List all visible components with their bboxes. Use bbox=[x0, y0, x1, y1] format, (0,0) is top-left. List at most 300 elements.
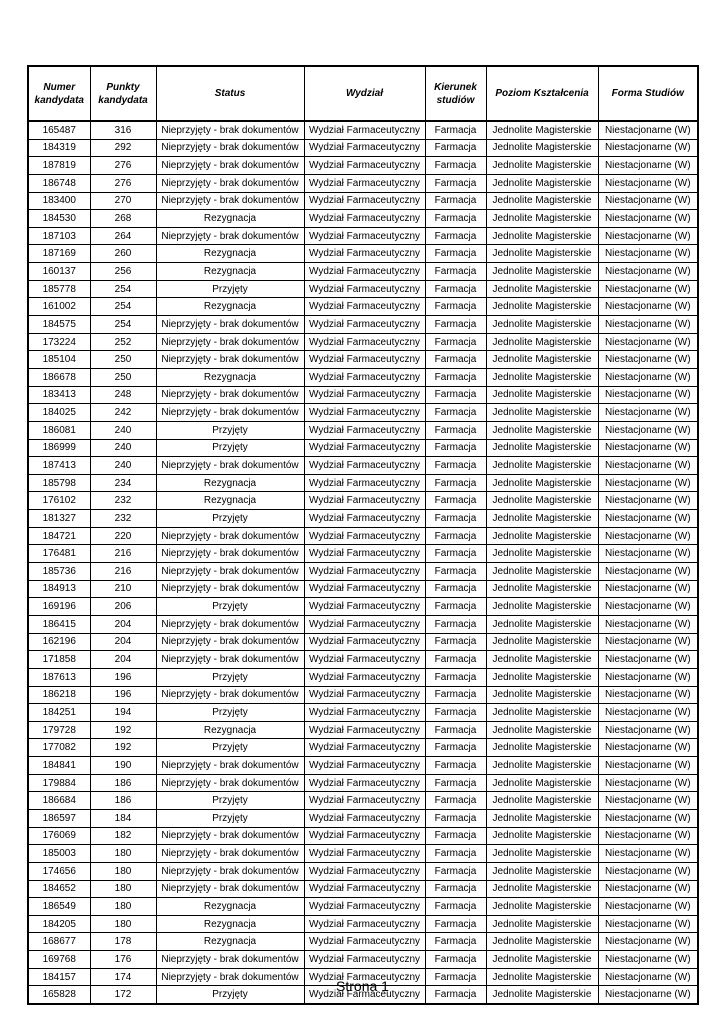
cell-study-form: Niestacjonarne (W) bbox=[598, 704, 698, 722]
cell-candidate-points: 276 bbox=[90, 174, 156, 192]
cell-candidate-number: 185104 bbox=[28, 351, 90, 369]
cell-faculty: Wydział Farmaceutyczny bbox=[304, 757, 425, 775]
header-study-form: Forma Studiów bbox=[598, 66, 698, 121]
cell-education-level: Jednolite Magisterskie bbox=[486, 615, 598, 633]
cell-status: Nieprzyjęty - brak dokumentów bbox=[156, 545, 304, 563]
cell-status: Nieprzyjęty - brak dokumentów bbox=[156, 227, 304, 245]
cell-study-form: Niestacjonarne (W) bbox=[598, 933, 698, 951]
cell-study-form: Niestacjonarne (W) bbox=[598, 986, 698, 1004]
cell-status: Przyjęty bbox=[156, 668, 304, 686]
cell-status: Przyjęty bbox=[156, 421, 304, 439]
table-row bbox=[28, 792, 698, 810]
cell-study-form: Niestacjonarne (W) bbox=[598, 210, 698, 228]
cell-candidate-number: 187819 bbox=[28, 157, 90, 175]
cell-field-of-study: Farmacja bbox=[425, 898, 486, 916]
cell-candidate-points: 254 bbox=[90, 298, 156, 316]
cell-education-level: Jednolite Magisterskie bbox=[486, 880, 598, 898]
cell-education-level: Jednolite Magisterskie bbox=[486, 845, 598, 863]
cell-study-form: Niestacjonarne (W) bbox=[598, 227, 698, 245]
cell-status: Nieprzyjęty - brak dokumentów bbox=[156, 316, 304, 334]
cell-field-of-study: Farmacja bbox=[425, 121, 486, 139]
cell-status: Nieprzyjęty - brak dokumentów bbox=[156, 774, 304, 792]
header-status: Status bbox=[156, 66, 304, 121]
cell-faculty: Wydział Farmaceutyczny bbox=[304, 845, 425, 863]
cell-candidate-number: 169768 bbox=[28, 951, 90, 969]
cell-status: Nieprzyjęty - brak dokumentów bbox=[156, 845, 304, 863]
cell-candidate-points: 276 bbox=[90, 157, 156, 175]
cell-education-level: Jednolite Magisterskie bbox=[486, 792, 598, 810]
cell-faculty: Wydział Farmaceutyczny bbox=[304, 404, 425, 422]
cell-candidate-number: 168677 bbox=[28, 933, 90, 951]
cell-education-level: Jednolite Magisterskie bbox=[486, 121, 598, 139]
cell-candidate-number: 184025 bbox=[28, 404, 90, 422]
cell-candidate-number: 179884 bbox=[28, 774, 90, 792]
cell-study-form: Niestacjonarne (W) bbox=[598, 316, 698, 334]
cell-field-of-study: Farmacja bbox=[425, 792, 486, 810]
cell-study-form: Niestacjonarne (W) bbox=[598, 915, 698, 933]
cell-faculty: Wydział Farmaceutyczny bbox=[304, 880, 425, 898]
table-row bbox=[28, 845, 698, 863]
cell-candidate-number: 176102 bbox=[28, 492, 90, 510]
cell-candidate-points: 180 bbox=[90, 880, 156, 898]
cell-education-level: Jednolite Magisterskie bbox=[486, 421, 598, 439]
cell-candidate-number: 169196 bbox=[28, 598, 90, 616]
table-row bbox=[28, 439, 698, 457]
cell-study-form: Niestacjonarne (W) bbox=[598, 774, 698, 792]
cell-faculty: Wydział Farmaceutyczny bbox=[304, 598, 425, 616]
cell-field-of-study: Farmacja bbox=[425, 615, 486, 633]
table-row bbox=[28, 227, 698, 245]
cell-candidate-number: 165828 bbox=[28, 986, 90, 1004]
table-row bbox=[28, 951, 698, 969]
table-row bbox=[28, 563, 698, 581]
cell-status: Nieprzyjęty - brak dokumentów bbox=[156, 827, 304, 845]
cell-faculty: Wydział Farmaceutyczny bbox=[304, 898, 425, 916]
table-row bbox=[28, 615, 698, 633]
table-body bbox=[28, 121, 698, 1004]
cell-study-form: Niestacjonarne (W) bbox=[598, 951, 698, 969]
cell-field-of-study: Farmacja bbox=[425, 139, 486, 157]
cell-candidate-points: 196 bbox=[90, 686, 156, 704]
cell-field-of-study: Farmacja bbox=[425, 210, 486, 228]
cell-faculty: Wydział Farmaceutyczny bbox=[304, 474, 425, 492]
table-row bbox=[28, 298, 698, 316]
cell-field-of-study: Farmacja bbox=[425, 492, 486, 510]
cell-field-of-study: Farmacja bbox=[425, 563, 486, 581]
cell-faculty: Wydział Farmaceutyczny bbox=[304, 298, 425, 316]
table-row bbox=[28, 210, 698, 228]
cell-education-level: Jednolite Magisterskie bbox=[486, 563, 598, 581]
cell-faculty: Wydział Farmaceutyczny bbox=[304, 933, 425, 951]
cell-status: Nieprzyjęty - brak dokumentów bbox=[156, 333, 304, 351]
cell-candidate-points: 292 bbox=[90, 139, 156, 157]
cell-candidate-number: 173224 bbox=[28, 333, 90, 351]
cell-faculty: Wydział Farmaceutyczny bbox=[304, 192, 425, 210]
cell-faculty: Wydział Farmaceutyczny bbox=[304, 245, 425, 263]
cell-education-level: Jednolite Magisterskie bbox=[486, 951, 598, 969]
cell-education-level: Jednolite Magisterskie bbox=[486, 686, 598, 704]
cell-field-of-study: Farmacja bbox=[425, 862, 486, 880]
cell-candidate-number: 186999 bbox=[28, 439, 90, 457]
cell-study-form: Niestacjonarne (W) bbox=[598, 968, 698, 986]
cell-status: Przyjęty bbox=[156, 598, 304, 616]
cell-status: Nieprzyjęty - brak dokumentów bbox=[156, 351, 304, 369]
cell-candidate-number: 181327 bbox=[28, 510, 90, 528]
cell-candidate-number: 184841 bbox=[28, 757, 90, 775]
cell-field-of-study: Farmacja bbox=[425, 580, 486, 598]
cell-education-level: Jednolite Magisterskie bbox=[486, 474, 598, 492]
table-row bbox=[28, 580, 698, 598]
cell-field-of-study: Farmacja bbox=[425, 933, 486, 951]
table-row bbox=[28, 157, 698, 175]
cell-candidate-points: 186 bbox=[90, 792, 156, 810]
cell-status: Rezygnacja bbox=[156, 298, 304, 316]
cell-candidate-number: 162196 bbox=[28, 633, 90, 651]
cell-field-of-study: Farmacja bbox=[425, 263, 486, 281]
cell-field-of-study: Farmacja bbox=[425, 668, 486, 686]
cell-faculty: Wydział Farmaceutyczny bbox=[304, 774, 425, 792]
cell-faculty: Wydział Farmaceutyczny bbox=[304, 121, 425, 139]
table-row bbox=[28, 386, 698, 404]
cell-education-level: Jednolite Magisterskie bbox=[486, 492, 598, 510]
cell-candidate-points: 264 bbox=[90, 227, 156, 245]
cell-status: Nieprzyjęty - brak dokumentów bbox=[156, 651, 304, 669]
cell-education-level: Jednolite Magisterskie bbox=[486, 898, 598, 916]
cell-candidate-points: 192 bbox=[90, 739, 156, 757]
cell-education-level: Jednolite Magisterskie bbox=[486, 227, 598, 245]
cell-candidate-number: 185003 bbox=[28, 845, 90, 863]
cell-candidate-number: 187613 bbox=[28, 668, 90, 686]
cell-study-form: Niestacjonarne (W) bbox=[598, 439, 698, 457]
cell-faculty: Wydział Farmaceutyczny bbox=[304, 651, 425, 669]
cell-field-of-study: Farmacja bbox=[425, 174, 486, 192]
cell-candidate-points: 186 bbox=[90, 774, 156, 792]
cell-faculty: Wydział Farmaceutyczny bbox=[304, 174, 425, 192]
cell-study-form: Niestacjonarne (W) bbox=[598, 333, 698, 351]
cell-candidate-points: 192 bbox=[90, 721, 156, 739]
cell-field-of-study: Farmacja bbox=[425, 298, 486, 316]
cell-status: Nieprzyjęty - brak dokumentów bbox=[156, 157, 304, 175]
cell-study-form: Niestacjonarne (W) bbox=[598, 633, 698, 651]
cell-field-of-study: Farmacja bbox=[425, 421, 486, 439]
cell-study-form: Niestacjonarne (W) bbox=[598, 598, 698, 616]
cell-education-level: Jednolite Magisterskie bbox=[486, 968, 598, 986]
cell-status: Rezygnacja bbox=[156, 368, 304, 386]
cell-study-form: Niestacjonarne (W) bbox=[598, 757, 698, 775]
cell-field-of-study: Farmacja bbox=[425, 316, 486, 334]
header-candidate-number: Numer kandydata bbox=[28, 66, 90, 121]
cell-faculty: Wydział Farmaceutyczny bbox=[304, 368, 425, 386]
cell-field-of-study: Farmacja bbox=[425, 951, 486, 969]
cell-candidate-number: 185778 bbox=[28, 280, 90, 298]
header-faculty: Wydział bbox=[304, 66, 425, 121]
table-row bbox=[28, 245, 698, 263]
table-row bbox=[28, 704, 698, 722]
cell-status: Nieprzyjęty - brak dokumentów bbox=[156, 951, 304, 969]
cell-education-level: Jednolite Magisterskie bbox=[486, 192, 598, 210]
table-row bbox=[28, 192, 698, 210]
cell-status: Przyjęty bbox=[156, 792, 304, 810]
table-row bbox=[28, 933, 698, 951]
cell-education-level: Jednolite Magisterskie bbox=[486, 809, 598, 827]
cell-candidate-points: 204 bbox=[90, 633, 156, 651]
cell-status: Przyjęty bbox=[156, 739, 304, 757]
table-row bbox=[28, 139, 698, 157]
cell-study-form: Niestacjonarne (W) bbox=[598, 474, 698, 492]
cell-candidate-points: 180 bbox=[90, 915, 156, 933]
cell-education-level: Jednolite Magisterskie bbox=[486, 139, 598, 157]
cell-study-form: Niestacjonarne (W) bbox=[598, 139, 698, 157]
cell-status: Nieprzyjęty - brak dokumentów bbox=[156, 580, 304, 598]
cell-candidate-number: 186684 bbox=[28, 792, 90, 810]
table-row bbox=[28, 880, 698, 898]
cell-candidate-number: 176069 bbox=[28, 827, 90, 845]
cell-status: Nieprzyjęty - brak dokumentów bbox=[156, 686, 304, 704]
cell-faculty: Wydział Farmaceutyczny bbox=[304, 457, 425, 475]
cell-candidate-points: 256 bbox=[90, 263, 156, 281]
cell-candidate-number: 184251 bbox=[28, 704, 90, 722]
cell-field-of-study: Farmacja bbox=[425, 280, 486, 298]
cell-status: Rezygnacja bbox=[156, 263, 304, 281]
cell-field-of-study: Farmacja bbox=[425, 245, 486, 263]
page-number: Strona 1 bbox=[336, 978, 389, 994]
cell-education-level: Jednolite Magisterskie bbox=[486, 580, 598, 598]
cell-status: Nieprzyjęty - brak dokumentów bbox=[156, 880, 304, 898]
cell-study-form: Niestacjonarne (W) bbox=[598, 527, 698, 545]
table-row bbox=[28, 263, 698, 281]
cell-education-level: Jednolite Magisterskie bbox=[486, 404, 598, 422]
cell-education-level: Jednolite Magisterskie bbox=[486, 527, 598, 545]
table-row bbox=[28, 809, 698, 827]
table-row bbox=[28, 421, 698, 439]
cell-field-of-study: Farmacja bbox=[425, 227, 486, 245]
table-row bbox=[28, 527, 698, 545]
table-row bbox=[28, 333, 698, 351]
table-row bbox=[28, 668, 698, 686]
cell-candidate-points: 260 bbox=[90, 245, 156, 263]
table-row bbox=[28, 774, 698, 792]
cell-faculty: Wydział Farmaceutyczny bbox=[304, 968, 425, 986]
table-row bbox=[28, 351, 698, 369]
cell-candidate-points: 254 bbox=[90, 316, 156, 334]
cell-candidate-number: 186218 bbox=[28, 686, 90, 704]
cell-faculty: Wydział Farmaceutyczny bbox=[304, 739, 425, 757]
cell-candidate-number: 160137 bbox=[28, 263, 90, 281]
cell-candidate-number: 186081 bbox=[28, 421, 90, 439]
cell-candidate-number: 187169 bbox=[28, 245, 90, 263]
cell-education-level: Jednolite Magisterskie bbox=[486, 862, 598, 880]
cell-candidate-number: 186597 bbox=[28, 809, 90, 827]
cell-status: Rezygnacja bbox=[156, 474, 304, 492]
cell-candidate-points: 216 bbox=[90, 545, 156, 563]
cell-candidate-points: 180 bbox=[90, 862, 156, 880]
cell-faculty: Wydział Farmaceutyczny bbox=[304, 333, 425, 351]
cell-study-form: Niestacjonarne (W) bbox=[598, 457, 698, 475]
cell-status: Nieprzyjęty - brak dokumentów bbox=[156, 192, 304, 210]
cell-candidate-number: 183413 bbox=[28, 386, 90, 404]
cell-candidate-number: 184913 bbox=[28, 580, 90, 598]
cell-education-level: Jednolite Magisterskie bbox=[486, 986, 598, 1004]
cell-study-form: Niestacjonarne (W) bbox=[598, 298, 698, 316]
cell-candidate-number: 185736 bbox=[28, 563, 90, 581]
cell-study-form: Niestacjonarne (W) bbox=[598, 404, 698, 422]
cell-candidate-number: 186678 bbox=[28, 368, 90, 386]
cell-candidate-points: 216 bbox=[90, 563, 156, 581]
cell-education-level: Jednolite Magisterskie bbox=[486, 739, 598, 757]
cell-field-of-study: Farmacja bbox=[425, 633, 486, 651]
cell-candidate-points: 254 bbox=[90, 280, 156, 298]
cell-study-form: Niestacjonarne (W) bbox=[598, 368, 698, 386]
candidates-table bbox=[27, 65, 699, 1005]
cell-candidate-points: 176 bbox=[90, 951, 156, 969]
table-row bbox=[28, 474, 698, 492]
cell-study-form: Niestacjonarne (W) bbox=[598, 245, 698, 263]
cell-education-level: Jednolite Magisterskie bbox=[486, 245, 598, 263]
cell-status: Nieprzyjęty - brak dokumentów bbox=[156, 139, 304, 157]
cell-education-level: Jednolite Magisterskie bbox=[486, 633, 598, 651]
cell-field-of-study: Farmacja bbox=[425, 757, 486, 775]
cell-candidate-number: 187413 bbox=[28, 457, 90, 475]
table-row bbox=[28, 121, 698, 139]
cell-candidate-points: 240 bbox=[90, 421, 156, 439]
cell-education-level: Jednolite Magisterskie bbox=[486, 439, 598, 457]
cell-candidate-points: 206 bbox=[90, 598, 156, 616]
cell-field-of-study: Farmacja bbox=[425, 968, 486, 986]
cell-faculty: Wydział Farmaceutyczny bbox=[304, 157, 425, 175]
cell-faculty: Wydział Farmaceutyczny bbox=[304, 580, 425, 598]
cell-candidate-number: 183400 bbox=[28, 192, 90, 210]
cell-faculty: Wydział Farmaceutyczny bbox=[304, 316, 425, 334]
cell-candidate-points: 252 bbox=[90, 333, 156, 351]
cell-status: Przyjęty bbox=[156, 704, 304, 722]
cell-status: Rezygnacja bbox=[156, 915, 304, 933]
cell-field-of-study: Farmacja bbox=[425, 457, 486, 475]
cell-faculty: Wydział Farmaceutyczny bbox=[304, 421, 425, 439]
cell-field-of-study: Farmacja bbox=[425, 827, 486, 845]
cell-education-level: Jednolite Magisterskie bbox=[486, 386, 598, 404]
cell-study-form: Niestacjonarne (W) bbox=[598, 510, 698, 528]
cell-education-level: Jednolite Magisterskie bbox=[486, 721, 598, 739]
table-row bbox=[28, 316, 698, 334]
cell-candidate-points: 220 bbox=[90, 527, 156, 545]
cell-status: Nieprzyjęty - brak dokumentów bbox=[156, 527, 304, 545]
cell-status: Rezygnacja bbox=[156, 933, 304, 951]
cell-education-level: Jednolite Magisterskie bbox=[486, 757, 598, 775]
cell-status: Nieprzyjęty - brak dokumentów bbox=[156, 615, 304, 633]
table-row bbox=[28, 721, 698, 739]
cell-candidate-points: 240 bbox=[90, 457, 156, 475]
cell-education-level: Jednolite Magisterskie bbox=[486, 351, 598, 369]
header-candidate-points: Punkty kandydata bbox=[90, 66, 156, 121]
cell-education-level: Jednolite Magisterskie bbox=[486, 280, 598, 298]
cell-study-form: Niestacjonarne (W) bbox=[598, 192, 698, 210]
cell-education-level: Jednolite Magisterskie bbox=[486, 174, 598, 192]
cell-candidate-points: 178 bbox=[90, 933, 156, 951]
cell-status: Rezygnacja bbox=[156, 245, 304, 263]
cell-study-form: Niestacjonarne (W) bbox=[598, 845, 698, 863]
cell-candidate-number: 171858 bbox=[28, 651, 90, 669]
cell-candidate-points: 242 bbox=[90, 404, 156, 422]
cell-field-of-study: Farmacja bbox=[425, 915, 486, 933]
cell-faculty: Wydział Farmaceutyczny bbox=[304, 386, 425, 404]
cell-study-form: Niestacjonarne (W) bbox=[598, 563, 698, 581]
cell-faculty: Wydział Farmaceutyczny bbox=[304, 809, 425, 827]
cell-field-of-study: Farmacja bbox=[425, 192, 486, 210]
cell-status: Rezygnacja bbox=[156, 898, 304, 916]
table-row bbox=[28, 686, 698, 704]
cell-field-of-study: Farmacja bbox=[425, 739, 486, 757]
cell-faculty: Wydział Farmaceutyczny bbox=[304, 792, 425, 810]
cell-faculty: Wydział Farmaceutyczny bbox=[304, 563, 425, 581]
cell-status: Nieprzyjęty - brak dokumentów bbox=[156, 563, 304, 581]
cell-candidate-points: 210 bbox=[90, 580, 156, 598]
cell-candidate-number: 184575 bbox=[28, 316, 90, 334]
cell-candidate-points: 268 bbox=[90, 210, 156, 228]
cell-study-form: Niestacjonarne (W) bbox=[598, 862, 698, 880]
cell-candidate-points: 232 bbox=[90, 510, 156, 528]
cell-status: Nieprzyjęty - brak dokumentów bbox=[156, 457, 304, 475]
cell-field-of-study: Farmacja bbox=[425, 368, 486, 386]
cell-field-of-study: Farmacja bbox=[425, 880, 486, 898]
cell-candidate-points: 190 bbox=[90, 757, 156, 775]
cell-faculty: Wydział Farmaceutyczny bbox=[304, 951, 425, 969]
cell-education-level: Jednolite Magisterskie bbox=[486, 457, 598, 475]
cell-field-of-study: Farmacja bbox=[425, 157, 486, 175]
cell-education-level: Jednolite Magisterskie bbox=[486, 298, 598, 316]
cell-study-form: Niestacjonarne (W) bbox=[598, 386, 698, 404]
cell-candidate-points: 232 bbox=[90, 492, 156, 510]
cell-candidate-number: 176481 bbox=[28, 545, 90, 563]
cell-study-form: Niestacjonarne (W) bbox=[598, 651, 698, 669]
cell-status: Przyjęty bbox=[156, 280, 304, 298]
cell-field-of-study: Farmacja bbox=[425, 386, 486, 404]
cell-study-form: Niestacjonarne (W) bbox=[598, 721, 698, 739]
cell-faculty: Wydział Farmaceutyczny bbox=[304, 721, 425, 739]
cell-field-of-study: Farmacja bbox=[425, 333, 486, 351]
cell-candidate-number: 186549 bbox=[28, 898, 90, 916]
cell-candidate-points: 172 bbox=[90, 986, 156, 1004]
cell-candidate-points: 204 bbox=[90, 615, 156, 633]
cell-study-form: Niestacjonarne (W) bbox=[598, 668, 698, 686]
cell-study-form: Niestacjonarne (W) bbox=[598, 792, 698, 810]
cell-faculty: Wydział Farmaceutyczny bbox=[304, 827, 425, 845]
cell-faculty: Wydział Farmaceutyczny bbox=[304, 439, 425, 457]
cell-field-of-study: Farmacja bbox=[425, 545, 486, 563]
cell-status: Przyjęty bbox=[156, 510, 304, 528]
cell-candidate-points: 196 bbox=[90, 668, 156, 686]
header-field-of-study: Kierunek studiów bbox=[425, 66, 486, 121]
cell-study-form: Niestacjonarne (W) bbox=[598, 739, 698, 757]
cell-study-form: Niestacjonarne (W) bbox=[598, 809, 698, 827]
cell-candidate-number: 186415 bbox=[28, 615, 90, 633]
cell-candidate-number: 165487 bbox=[28, 121, 90, 139]
table-row bbox=[28, 457, 698, 475]
cell-status: Przyjęty bbox=[156, 986, 304, 1004]
cell-field-of-study: Farmacja bbox=[425, 598, 486, 616]
cell-candidate-number: 185798 bbox=[28, 474, 90, 492]
cell-education-level: Jednolite Magisterskie bbox=[486, 368, 598, 386]
table-row bbox=[28, 368, 698, 386]
cell-education-level: Jednolite Magisterskie bbox=[486, 915, 598, 933]
cell-education-level: Jednolite Magisterskie bbox=[486, 827, 598, 845]
table-row bbox=[28, 404, 698, 422]
cell-status: Nieprzyjęty - brak dokumentów bbox=[156, 404, 304, 422]
cell-faculty: Wydział Farmaceutyczny bbox=[304, 227, 425, 245]
cell-candidate-number: 187103 bbox=[28, 227, 90, 245]
cell-education-level: Jednolite Magisterskie bbox=[486, 333, 598, 351]
cell-faculty: Wydział Farmaceutyczny bbox=[304, 492, 425, 510]
cell-candidate-number: 184205 bbox=[28, 915, 90, 933]
